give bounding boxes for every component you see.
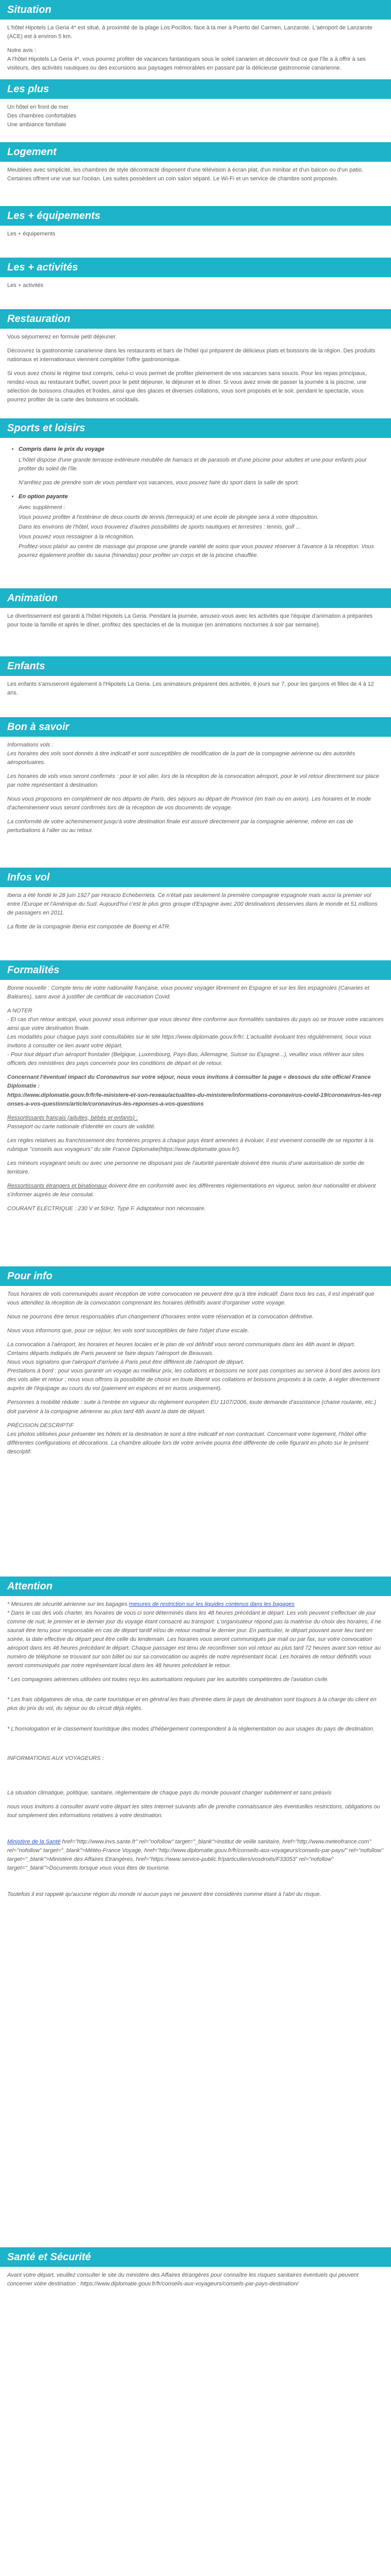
activites-text: Les + activités (7, 282, 44, 289)
situation-text: L'hôtel Hipotels La Geria 4* est situé, à proximité de la plage Los Pocillos, face à la mer à Puerto del Carmen, Lanzarote. L'aéroport de Lanzarote (ACE) est à environ 5 km. (7, 25, 372, 40)
section-title-logement: Logement (0, 142, 391, 162)
attention-text-7: nous vous invitons à consulter avant votre départ les sites Internet suivants afin de prendre connaissance des éventuelles restrictions, obligations ou tout simplement des informations relatives à votre destination. (7, 1803, 380, 1819)
formalites-text-7: Les règles relatives au franchissement des frontières propres à chaque pays étant amenées à évoluer, il est vivement conseillé de se reporter à la rubrique "conseils aux voyageurs" du site France Diplomatie(https://www.diplomatie.gouv.fr/). (7, 1137, 373, 1153)
formalites-text-1: Bonne nouvelle : Compte tenu de votre nationalité française, vous pouvez voyager librement en Espagne et sur les îles espagnoles (Canaries et Baléares), sans avoir à justifier de certificat de vaccination Covid. (7, 985, 369, 1001)
pour-info-text-4: La convocation à l'aéroport, les horaires et heures locales et le plan de vol définitif vous seront communiqués dans les 48h avant le départ. (7, 1342, 355, 1348)
pour-info-text-8: Personnes à mobilité réduite : suite à l'entrée en vigueur du règlement européen EU 1107/2006, toute demande d'assistance (chaise roulante, etc.) doit parvenir à la compagnie aérienne au plus tard 48h avant la date de départ. (7, 1399, 377, 1415)
plus-content (0, 99, 391, 142)
sante-text: Avant votre départ, veuillez consulter le site du ministère des Affaires étrangères pour connaître les risques sanitaires éventuels qui peuvent concerner votre destination : https://www.diplomatie.gouv.fr/fr/conseils-aux-voyageurs/conseils-par-pays-destination/ (7, 2272, 359, 2287)
section-title-equipements: Les + équipements (0, 206, 391, 226)
section-title-infos-vol: Infos vol (0, 868, 391, 887)
attention-text-5: INFORMATIONS AUX VOYAGEURS : (7, 1755, 104, 1761)
logement-content (0, 162, 391, 206)
formalites-text-3: Les modalités pour chaque pays sont consultables sur le site https://www.diplomatie.gouv.fr/fr/. L'actualité évoluant très régulièrement, nous vous invitons à consulter ce lien avant votre départ. (7, 1034, 371, 1049)
sports-included-title: • Compris dans le prix du voyage (19, 446, 105, 452)
attention-text-1-post: * Dans le cas des vols charter, les horaires de vous ci sont déterminés dans les 48 heures précédant le départ. Les vols peuvent s'effectuer de jour comme de nuit, le premier et le dernier jour du voyage étant consacré au transport. L'organisateur répond pas la matérise du choix des horaires, il ne saurait être tenu pour responsable en cas de départ tardif et/ou de retour matinal le dernier jour. En particulier, le départ pouvant avoir lieu tard en soirée, la date effective du départ peut être celle du lendemain. Les horaires vous seront communiqués par mail ou par fax, sur votre convocation aéroport dans les 48 heures précédant le départ. Chaque passager est tenu de reconfirmer son vol retour au plus tard 72 heures avant son retour au numéro de téléphone se trouvant sur son billet ou sur sa convocation ou auprès de notre représentant local. Les horaires de retour définitifs vous seront communiqués par notre représentant local dans les 48 heures précédant le retour. (7, 1610, 381, 1669)
formalites-french-text: Passeport ou carte nationale d'identité en cours de validité. (7, 1123, 156, 1130)
section-title-sports: Sports et loisirs (0, 418, 391, 438)
formalites-text-8: Les mineurs voyageant seuls ou avec une personne ne disposant pas de l'autorité parentale doivent être munis d'une autorisation de sortie de territoire. (7, 1160, 365, 1175)
sports-included-text-1: L'hôtel dispose d'une grande terrasse extérieure meublée de hamacs et de parasols et d'une piscine pour adultes et une pour enfants pour profiter du soleil de l'île. (19, 457, 367, 472)
infos-vol-text-2: La flotte de la compagnie Iberia est composée de Boeing et ATR. (7, 924, 171, 930)
sports-content (0, 438, 391, 588)
sports-option-text-2: Vous pouvez profiter à l'extérieur de deux courts de tennis (terrequick) et une école de plongée sera à votre disposition. (19, 514, 319, 521)
pour-info-text-3: Nous vous informons que, pour ce séjour, les vols sont susceptibles de faire l'objet d'une escale. (7, 1328, 249, 1334)
enfants-text: Les enfants s'amuseront également à l'Hipotels La Geria. Les animateurs préparent des activités, 6 jours sur 7, pour les garçons et filles de 4 à 12 ans. (7, 681, 374, 697)
infos-vol-content (0, 887, 391, 960)
pour-info-text-7: Prestations à bord : pour vous garantir un voyage au meilleur prix, les collations et boissons ne sont pas comprises au service à bord des avions lors des vols aller et retour ; nous vous offrons la possibilité de choisir en toute liberté vos collations et boissons proposés à la carte, à régler directement auprès de l'équipage au cours du vol (paiement en espèces et en euros uniquement). (7, 1368, 381, 1392)
section-title-formalites: Formalités (0, 960, 391, 980)
situation-content (0, 20, 391, 79)
animation-text: Le divertissement est garanti à l'hôtel Hipotels La Geria. Pendant la journée, amusez-vous avec les activités que l'équipe d'animation a préparées pour toute la famille et après le dîner, profitez des spectacles et de la musique (en animations nocturnes à soir par semaine). (7, 613, 373, 629)
situation-notre-avis-label: Notre avis : (7, 47, 36, 54)
attention-text-8: href="http://www.invs.sante.fr" rel="nofollow" target="_blank">Institut de veille sanitaire, href="http://www.meteofrance.com" rel="nofollow" target="_blank">Météo-France Voyage, href="http://www.diplomatie.gouv.fr/fr/conseils-aux-voyageurs/conseils-par-pays/" rel="nofollow" target="_blank">Ministère des Affaires Etrangères, href="https://www.service-public.fr/particuliers/vosdroits/F33053" rel="nofollow" target="_blank">Documents lorsque vous vous êtes de tourisme. (7, 1838, 383, 1871)
pour-info-text-5: Certains départs indiqués de Paris peuvent se faire depuis l'aéroport de Beauvais. (7, 1350, 214, 1357)
formalites-content (0, 980, 391, 1266)
restauration-text-2: Découvrez la gastronomie canarienne dans les restaurants et bars de l'hôtel qui préparent de délicieux plats et boissons de la région. Des produits nationaux et internationaux viennent compléter l'offre gastronomique. (7, 348, 376, 363)
bon-a-savoir-text-1: Les horaires des vols sont donnés à titre indicatif et sont susceptibles de modification de la part de la compagnie aérienne ou des autorités aéroportuaires. (7, 751, 355, 766)
section-title-animation: Animation (0, 588, 391, 608)
attention-text-3: * Les frais obligatoires de visa, de carte touristique et en général les frais d'entrée dans le pays de destination sont toujours à la charge du client en plus du prix du vol, du séjour ou du circuit déjà réglés. (7, 1697, 377, 1712)
formalites-note-label: A NOTER (7, 1008, 32, 1014)
section-title-pour-info: Pour info (0, 1266, 391, 1286)
formalites-text-4: - Pour tout départ d'un aéroport frontalier (Belgique, Luxembourg, Pays-Bas, Allemagne, Suisse ou Espagne...), veuillez vous référer aux sites officiels des ministères des pays concernés pour les conditions de départ et de retour. (7, 1052, 364, 1067)
restauration-text-3: Si vous avez choisi le régime tout compris, celui-ci vous permet de profiter pleinement de vos vacances sans soucis. Pour les repas principaux, rendez-vous au restaurant buffet, ouvert pour le petit déjeuner, le déjeuner et le dîner. Si vous avez envie de passer la journée à la piscine, une sélection de boissons chaudes et froides, ainsi que des glaces et diverses collations, vous sont proposés et le soir, pendant le spectacle, vous pourrez profiter de la carte des boissons et cocktails. (7, 370, 367, 403)
equipements-text: Les + équipements (7, 231, 56, 237)
sports-option-text-5: Profitez-vous plaisir au centre de massage qui propose une grande variété de soins que vous pouvez réserver à l'avance à la réception. Vous pourrez également profiter du sauna (hinandas) pour profiter un corps et de la piscine chauffée. (19, 544, 374, 559)
attention-text-6: La situation climatique, politique, sanitaire, réglementaire de chaque pays du monde pouvant changer subitement et sans préavis (7, 1789, 332, 1796)
formalites-french-label: Ressortissants français (adultes, bébés et enfants) : (7, 1114, 138, 1121)
section-title-situation: Situation (0, 0, 391, 20)
sante-content (0, 2267, 391, 2302)
animation-content (0, 608, 391, 656)
section-title-bon-a-savoir: Bon à savoir (0, 717, 391, 737)
restauration-content (0, 329, 391, 418)
restauration-text-1: Vous séjournerez en formule petit déjeuner. (7, 334, 117, 340)
sports-option-text-4: Vous pouvez vous ressaigner à la récognition. (19, 534, 135, 540)
pour-info-text-1: Tous horaires de vols communiqués avant réception de votre convocation ne peuvent être qu'à titre indicatif. Dans tous les cas, il est impératif que vous attendiez la réception de la convocation comprenant les horaires définitifs avant d'organiser votre voyage. (7, 1291, 374, 1307)
section-title-plus: Les plus (0, 79, 391, 99)
infos-vol-text-1: Iberia a été fondé le 28 juin 1927 par Horacio Echeberrieta. Ce n'était pas seulement la première compagnie espagnole mais aussi la premier vol entre l'Europe et l'Amérique du Sud. Aujourd'hui c'est le plus gros groupe d'Espagne avec 200 destinations desservies dans le monde et 51 millions de passagers en 2011. (7, 892, 378, 917)
plus-item: Des chambres confortables (7, 113, 76, 120)
pour-info-precision-label: PRÉCISION DESCRIPTIF (7, 1422, 74, 1429)
pour-info-text-9: Les photos utilisées pour présenter les hôtels et la destination le sont à titre indicatif et non contractuel. Concernant votre logement, l'hôtel offre différentes configurations et décorations. La chambre allouée lors de votre arrivée pourra être différente de celle figurant en photo sur le présent descriptif. (7, 1431, 369, 1455)
bon-a-savoir-text-4: La conformité de votre acheminement jusqu'à votre destination finale est assuré directement par la compagnie aérienne, même en cas de perturbations à l'aller ou au retour. (7, 819, 353, 834)
attention-sante-link[interactable]: Ministère de la Santé (7, 1838, 61, 1845)
plus-item: Une ambiance familiale (7, 122, 67, 128)
logement-text: Meublées avec simplicité, les chambres de style décontracté disposent d'une télévision à écran plat, d'un minibar et d'un balcon ou d'un patio. Certaines offrent une vue sur l'océan. Les suites possèdent un coin salon séparé. Le Wi-Fi et un service de chambre sont proposés. (7, 167, 364, 182)
formalites-covid-title: Concernant l'éventuel impact du Coronavirus sur votre séjour, nous vous invitons à consulter la page « dessous du site officiel France Diplomatie : (7, 1074, 371, 1090)
bon-a-savoir-text-3: Nous vous proposons en complément de nos départs de Paris, des séjours au départ de Province (en train ou en avion). Les horaires et le mode d'acheminement vous seront confirmés lors de la réception de vos documents de voyage. (7, 796, 371, 811)
section-title-activites: Les + activités (0, 258, 391, 277)
sports-option-text-3: Dans les environs de l'hôtel, vous trouverez d'autres possibilités de sports nautiques et terrestres : tennis, golf ... (19, 524, 301, 531)
section-title-sante: Santé et Sécurité (0, 2247, 391, 2267)
sports-option-text-1: Avec supplément : (19, 504, 66, 511)
attention-text-2: * Les compagnies aériennes utilisées ont toutes reçu les autorisations requises par les autorités compétentes de l'aviation civile. (7, 1676, 329, 1683)
situation-notre-avis-text: A l'hôtel Hipotels La Geria 4*, vous pourrez profiter de vacances fantastiques sous le soleil canarien et découvrir tout ce que l'île a à offrir à ses visiteurs, des activités nautiques ou des excursions aux paysages mémorables en passant par la délicieuse gastronomie canarienne. (7, 56, 366, 72)
section-title-enfants: Enfants (0, 656, 391, 676)
pour-info-content (0, 1286, 391, 1577)
formalites-foreign-text: doivent être en conformité avec les différentes réglementations en vigueur, selon leur nationalité et doivent s'informer auprès de leur consulat. (7, 1182, 376, 1198)
section-title-restauration: Restauration (0, 309, 391, 329)
attention-liquids-link[interactable]: mesures de restriction sur les liquides contenus dans les bagages (129, 1601, 295, 1607)
bon-a-savoir-vols-label: Informations vols : (7, 742, 54, 748)
attention-text-9: Toutefois il est rappelé qu'aucune région du monde ni aucun pays ne peuvent être considérés comme étant à l'abri du risque. (7, 1891, 321, 1897)
plus-item: Un hôtel en front de mer (7, 104, 69, 110)
sports-included-text-2: N'arrêtez pas de prendre soin de vous pendant vos vacances, vous pouvez faire du sport dans la salle de sport. (19, 480, 299, 486)
section-title-attention: Attention (0, 1577, 391, 1596)
sports-option-title: • En option payante (19, 494, 68, 500)
enfants-content (0, 676, 391, 717)
formalites-text-2: - Et cas d'un retour anticipé, vous pouvez vous informer que vous devrez être conforme aux formalités sanitaires du pays où se trouve votre vacances ainsi que votre destination finale. (7, 1016, 384, 1032)
formalites-covid-link[interactable]: https://www.diplomatie.gouv.fr/fr/le-ministere-et-son-reseau/actualites-du-ministere/informations-coronavirus-covid-19/coronavirus-les-reponses-a-vos-questions/article/coronavirus-les-reponses-a-vos-questions (7, 1092, 382, 1107)
attention-content (0, 1596, 391, 2247)
equipements-content (0, 226, 391, 258)
bon-a-savoir-content (0, 737, 391, 868)
pour-info-text-2: Nous ne pourrons être tenus responsables d'un changement d'horaires entre votre réservation et la convocation définitive. (7, 1314, 314, 1320)
attention-text-1-pre: * Mesures de sécurité aérienne sur les bagages (7, 1601, 129, 1607)
attention-text-4: * L'homologation et le classement touristique des modes d'hébergement correspondent à la réglementation ou aux usages du pays de destination. (7, 1725, 374, 1732)
bon-a-savoir-text-2: Les horaires de vols vous seront confirmés : pour le vol aller, lors de la réception de la convocation aéroport, pour le vol retour directement sur place par notre représentant à destination. (7, 773, 379, 789)
activites-content (0, 277, 391, 309)
formalites-foreign-label: Ressortissants étrangers et binationaux (7, 1182, 107, 1189)
pour-info-text-6: Nous vous signalons que l'aéroport d'arrivée à Paris peut être différent de l'aéroport de départ. (7, 1359, 245, 1366)
formalites-electric: COURANT ELECTRIQUE : 230 V et 50Hz. Type F. Adaptateur non nécessaire. (7, 1205, 206, 1212)
